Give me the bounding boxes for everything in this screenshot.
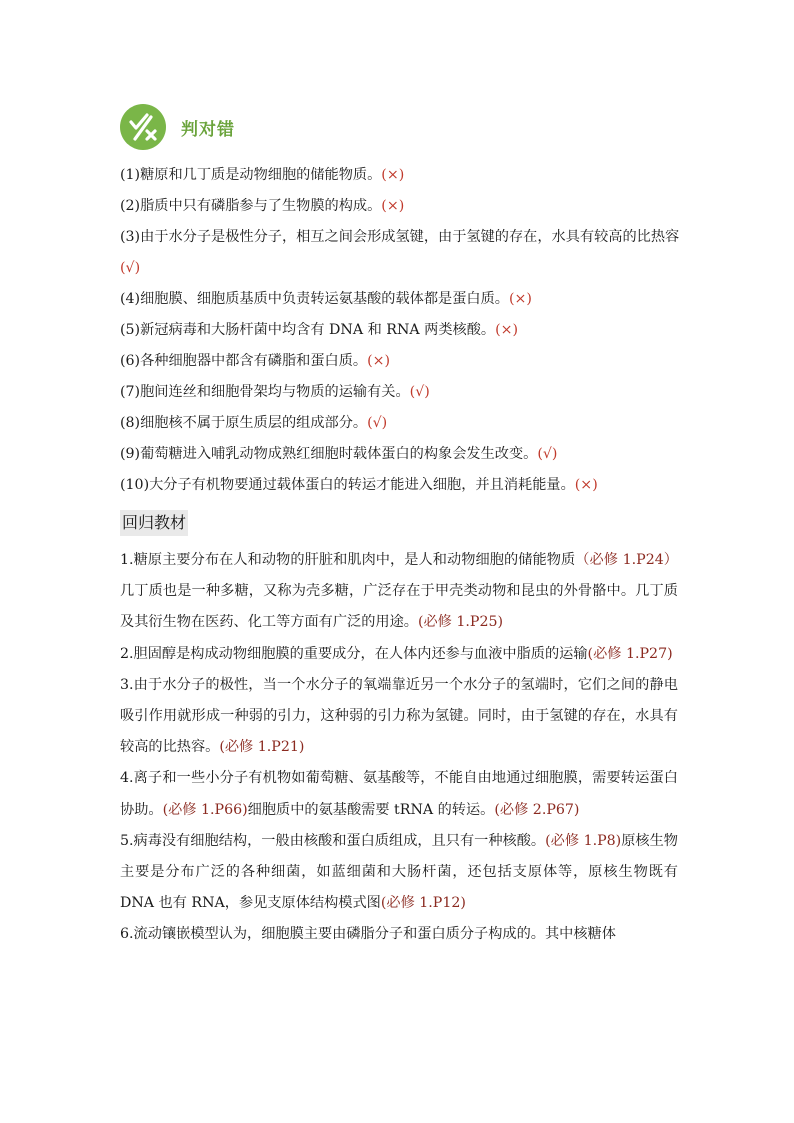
statement-text: (8)细胞核不属于原生质层的组成部分。	[120, 415, 368, 431]
review-text: 原核生物主要是分布广泛的各种细菌，如蓝细菌和大肠杆菌，还包括支原体等，原核生物既有 DNA 也有 RNA，参见支原体结构模式图	[120, 832, 678, 912]
statement-text: (2)脂质中只有磷脂参与了生物膜的构成。	[120, 198, 382, 214]
review-paragraph	[120, 639, 678, 670]
statement-item	[120, 160, 680, 191]
statement-text: (5)新冠病毒和大肠杆菌中均含有 DNA 和 RNA 两类核酸。	[120, 322, 496, 338]
statement-item	[120, 222, 680, 284]
statement-item	[120, 284, 680, 315]
textbook-reference: (必修 1.P66)	[162, 801, 248, 818]
check-cross-icon	[120, 104, 166, 150]
statement-item	[120, 377, 680, 408]
header-title: 判对错	[181, 119, 235, 140]
statement-text: (1)糖原和几丁质是动物细胞的储能物质。	[120, 167, 382, 183]
answer-mark: (×)	[495, 322, 519, 338]
statement-item	[120, 470, 680, 501]
answer-mark: (×)	[508, 291, 532, 307]
answer-mark: (√)	[537, 446, 558, 462]
section-header	[120, 104, 235, 150]
answer-mark: (×)	[381, 167, 405, 183]
answer-mark: (√)	[367, 415, 388, 431]
statement-text: (6)各种细胞器中都含有磷脂和蛋白质。	[120, 353, 368, 369]
review-text: 3.由于水分子的极性，当一个水分子的氧端靠近另一个水分子的氢端时，它们之间的静电吸引作用就形成一种弱的引力，这种弱的引力称为氢键。同时，由于氢键的存在，水具有较高的比热容。	[120, 676, 678, 756]
review-text: 几丁质也是一种多糖，又称为壳多糖，广泛存在于甲壳类动物和昆虫的外骨骼中。几丁质及其衍生物在医药、化工等方面有广泛的用途。	[120, 583, 678, 631]
textbook-reference: (必修 1.P8)	[545, 832, 622, 849]
answer-mark: (×)	[381, 198, 405, 214]
answer-mark: (×)	[574, 477, 598, 493]
review-paragraph	[120, 545, 678, 639]
statement-item	[120, 346, 680, 377]
statement-text: (7)胞间连丝和细胞骨架均与物质的运输有关。	[120, 384, 410, 400]
textbook-reference: (必修 1.P27)	[587, 645, 673, 662]
answer-mark: (×)	[367, 353, 391, 369]
textbook-reference: (必修 2.P67)	[494, 801, 580, 818]
textbook-reference: （必修 1.P24）	[575, 552, 678, 568]
review-paragraph	[120, 826, 678, 920]
statement-text: (4)细胞膜、细胞质基质中负责转运氨基酸的载体都是蛋白质。	[120, 291, 509, 307]
review-paragraph	[120, 670, 678, 764]
review-text: 细胞质中的氨基酸需要 tRNA 的转运。	[247, 801, 495, 818]
statement-text: (10)大分子有机物要通过载体蛋白的转运才能进入细胞，并且消耗能量。	[120, 477, 575, 493]
statement-text: (3)由于水分子是极性分子，相互之间会形成氢键，由于氢键的存在，水具有较高的比热容	[120, 229, 680, 245]
true-false-list	[120, 160, 680, 501]
review-text: 4.离子和一些小分子有机物如葡萄糖、氨基酸等，不能自由地通过细胞膜，需要转运蛋白协助。	[120, 770, 678, 818]
section-title: 回归教材	[120, 510, 188, 536]
review-list	[120, 545, 678, 951]
textbook-reference: (必修 1.P12)	[380, 895, 466, 912]
statement-text: (9)葡萄糖进入哺乳动物成熟红细胞时载体蛋白的构象会发生改变。	[120, 446, 538, 462]
textbook-reference: (必修 1.P25)	[417, 614, 504, 631]
statement-item	[120, 439, 680, 470]
statement-item	[120, 408, 680, 439]
review-paragraph	[120, 763, 678, 825]
statement-item	[120, 191, 680, 222]
answer-mark: (√)	[120, 260, 141, 276]
review-text: 2.胆固醇是构成动物细胞膜的重要成分，在人体内还参与血液中脂质的运输	[120, 645, 588, 662]
review-text: 1.糖原主要分布在人和动物的肝脏和肌肉中，是人和动物细胞的储能物质	[120, 552, 576, 568]
review-text: 6.流动镶嵌模型认为，细胞膜主要由磷脂分子和蛋白质分子构成的。其中核糖体	[120, 926, 616, 943]
answer-mark: (√)	[409, 384, 430, 400]
review-paragraph	[120, 919, 678, 950]
statement-item	[120, 315, 680, 346]
textbook-reference: (必修 1.P21)	[219, 739, 305, 756]
review-text: 5.病毒没有细胞结构，一般由核酸和蛋白质组成，且只有一种核酸。	[120, 832, 546, 849]
